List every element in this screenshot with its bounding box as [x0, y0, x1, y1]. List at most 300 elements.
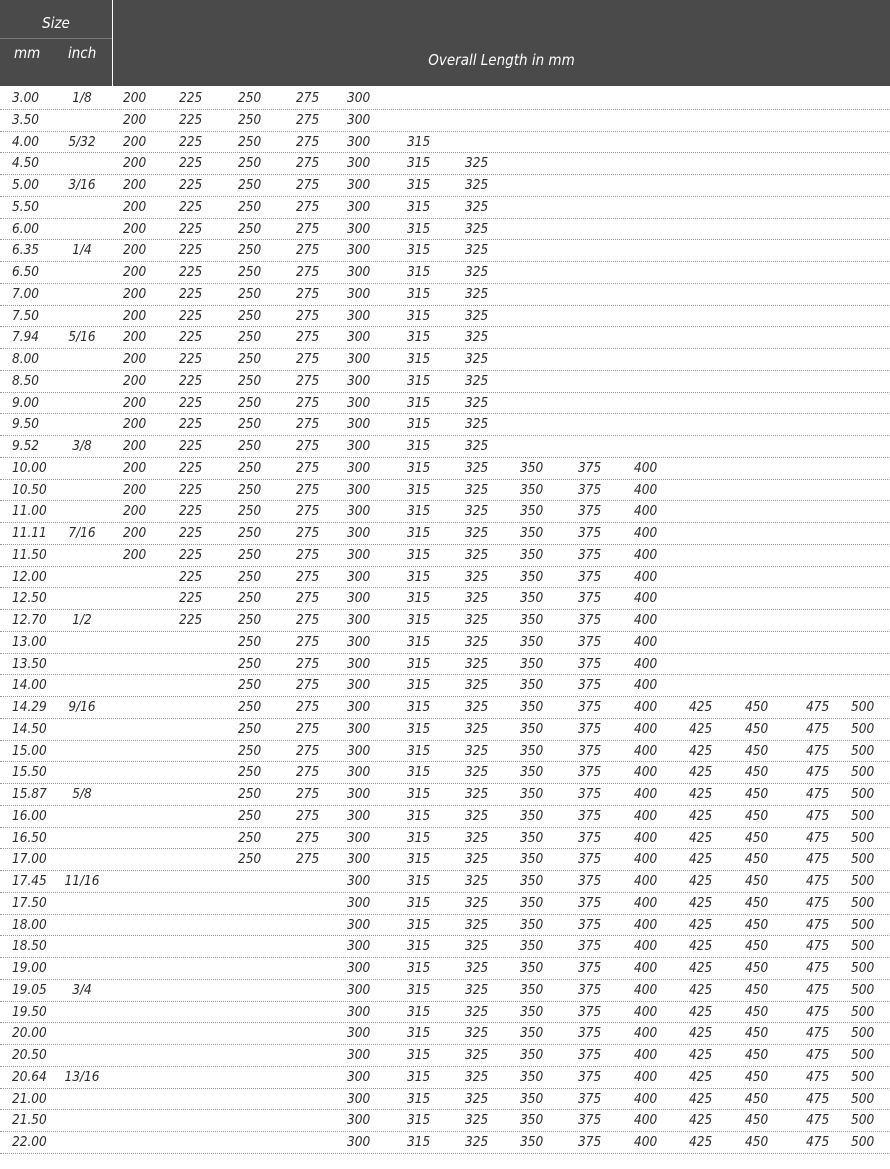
length-cell: 450	[745, 938, 769, 955]
length-cell: 375	[578, 894, 602, 911]
length-cell: 300	[347, 1047, 371, 1063]
size-mm-cell: 14.29	[12, 699, 47, 715]
length-cell: 225	[179, 220, 203, 237]
length-cell: 300	[347, 1112, 371, 1129]
length-cell: 375	[578, 742, 602, 759]
length-cell: 350	[520, 503, 544, 520]
length-cell: 300	[347, 851, 371, 868]
length-cell: 300	[347, 938, 371, 955]
length-cell: 450	[745, 1047, 769, 1063]
length-cell: 475	[806, 699, 830, 715]
length-cell: 400	[634, 1068, 658, 1085]
table-row	[0, 958, 890, 980]
table-row	[0, 719, 890, 741]
length-cell: 300	[347, 198, 371, 215]
size-mm-cell: 5.50	[12, 198, 40, 215]
length-cell: 325	[465, 285, 489, 302]
size-mm-cell: 21.00	[12, 1090, 47, 1107]
length-cell: 300	[347, 177, 371, 193]
length-cell: 425	[689, 742, 713, 759]
length-cell: 300	[347, 1025, 371, 1042]
size-mm-cell: 7.00	[12, 285, 40, 302]
size-length-table	[0, 88, 890, 1154]
length-cell: 300	[347, 438, 371, 454]
length-cell: 500	[851, 829, 875, 846]
overall-length-header	[113, 0, 890, 86]
length-cell: 475	[806, 742, 830, 759]
length-cell: 325	[465, 329, 489, 346]
length-cell: 275	[296, 351, 320, 367]
length-cell: 225	[179, 394, 203, 411]
length-cell: 325	[465, 155, 489, 172]
length-cell: 400	[634, 655, 658, 672]
length-cell: 425	[689, 1090, 713, 1107]
length-cell: 200	[123, 416, 147, 433]
size-inch-cell: 5/16	[68, 329, 96, 346]
length-cell: 275	[296, 851, 320, 868]
length-cell: 500	[851, 1003, 875, 1020]
length-cell: 400	[634, 764, 658, 781]
length-cell: 325	[465, 1068, 489, 1085]
length-cell: 225	[179, 546, 203, 563]
length-cell: 350	[520, 786, 544, 802]
table-row	[0, 240, 890, 262]
length-cell: 450	[745, 1025, 769, 1042]
length-cell: 200	[123, 177, 147, 193]
length-cell: 300	[347, 1003, 371, 1020]
length-cell: 500	[851, 1068, 875, 1085]
length-cell: 225	[179, 155, 203, 172]
length-cell: 375	[578, 1112, 602, 1129]
table-row	[0, 588, 890, 610]
size-mm-cell: 20.50	[12, 1047, 47, 1063]
size-mm-cell: 6.50	[12, 264, 40, 280]
length-cell: 375	[578, 568, 602, 585]
length-cell: 325	[465, 568, 489, 585]
size-mm-cell: 5.00	[12, 177, 40, 193]
length-cell: 325	[465, 764, 489, 781]
length-cell: 500	[851, 938, 875, 955]
length-cell: 250	[238, 525, 262, 541]
size-inch-cell: 9/16	[68, 699, 96, 715]
size-mm-cell: 15.50	[12, 764, 47, 781]
size-mm-cell: 19.05	[12, 981, 47, 998]
length-cell: 275	[296, 807, 320, 824]
length-cell: 250	[238, 481, 262, 498]
length-cell: 325	[465, 351, 489, 367]
length-cell: 375	[578, 459, 602, 476]
table-row	[0, 393, 890, 415]
length-cell: 250	[238, 807, 262, 824]
length-cell: 300	[347, 459, 371, 476]
length-cell: 315	[407, 264, 431, 280]
length-cell: 200	[123, 264, 147, 280]
length-cell: 250	[238, 851, 262, 868]
length-cell: 400	[634, 1090, 658, 1107]
length-cell: 350	[520, 981, 544, 998]
length-cell: 200	[123, 285, 147, 302]
length-cell: 275	[296, 655, 320, 672]
length-cell: 315	[407, 807, 431, 824]
length-cell: 225	[179, 459, 203, 476]
size-mm-cell: 16.00	[12, 807, 47, 824]
size-inch-cell: 7/16	[68, 525, 96, 541]
length-cell: 300	[347, 590, 371, 607]
size-inch-cell: 3/4	[72, 981, 92, 998]
length-cell: 375	[578, 525, 602, 541]
length-cell: 275	[296, 590, 320, 607]
table-row	[0, 784, 890, 806]
length-cell: 315	[407, 329, 431, 346]
table-row	[0, 849, 890, 871]
table-row	[0, 545, 890, 567]
table-row	[0, 1089, 890, 1111]
length-cell: 400	[634, 894, 658, 911]
length-cell: 225	[179, 416, 203, 433]
length-cell: 325	[465, 720, 489, 737]
length-cell: 315	[407, 1112, 431, 1129]
size-inch-cell: 11/16	[64, 873, 100, 889]
length-cell: 475	[806, 1047, 830, 1063]
length-cell: 450	[745, 894, 769, 911]
length-cell: 350	[520, 568, 544, 585]
length-cell: 275	[296, 307, 320, 324]
length-cell: 315	[407, 568, 431, 585]
length-cell: 315	[407, 307, 431, 324]
size-inch-cell: 1/8	[72, 90, 92, 106]
size-inch-cell: 1/4	[72, 242, 92, 259]
length-cell: 200	[123, 438, 147, 454]
size-mm-cell: 12.70	[12, 612, 47, 628]
length-cell: 225	[179, 438, 203, 454]
table-row	[0, 1067, 890, 1089]
length-cell: 300	[347, 329, 371, 346]
length-cell: 350	[520, 633, 544, 650]
length-cell: 200	[123, 90, 147, 106]
size-mm-cell: 3.50	[12, 111, 40, 128]
length-cell: 315	[407, 1134, 431, 1150]
size-mm-cell: 13.50	[12, 655, 47, 672]
length-cell: 300	[347, 416, 371, 433]
length-cell: 450	[745, 742, 769, 759]
inch-column-header: inch	[68, 44, 97, 62]
length-cell: 425	[689, 894, 713, 911]
length-cell: 225	[179, 612, 203, 628]
length-cell: 450	[745, 1090, 769, 1107]
length-cell: 400	[634, 459, 658, 476]
table-row	[0, 1132, 890, 1154]
length-cell: 375	[578, 851, 602, 868]
length-cell: 225	[179, 307, 203, 324]
length-cell: 475	[806, 873, 830, 889]
size-mm-cell: 19.00	[12, 960, 47, 976]
length-cell: 315	[407, 133, 431, 150]
length-cell: 315	[407, 416, 431, 433]
length-cell: 325	[465, 1047, 489, 1063]
length-cell: 350	[520, 1134, 544, 1150]
table-row	[0, 306, 890, 328]
length-cell: 400	[634, 916, 658, 933]
length-cell: 350	[520, 699, 544, 715]
length-cell: 325	[465, 1003, 489, 1020]
length-cell: 225	[179, 90, 203, 106]
length-cell: 325	[465, 677, 489, 694]
length-cell: 325	[465, 438, 489, 454]
size-mm-cell: 9.00	[12, 394, 40, 411]
length-cell: 275	[296, 829, 320, 846]
length-cell: 275	[296, 155, 320, 172]
length-cell: 325	[465, 503, 489, 520]
length-cell: 400	[634, 1134, 658, 1150]
size-mm-cell: 6.35	[12, 242, 40, 259]
length-cell: 315	[407, 981, 431, 998]
length-cell: 315	[407, 155, 431, 172]
table-row	[0, 1045, 890, 1067]
length-cell: 375	[578, 873, 602, 889]
length-cell: 375	[578, 1068, 602, 1085]
length-cell: 275	[296, 699, 320, 715]
length-cell: 315	[407, 1047, 431, 1063]
length-cell: 475	[806, 1112, 830, 1129]
length-cell: 325	[465, 873, 489, 889]
size-mm-cell: 10.00	[12, 459, 47, 476]
length-cell: 425	[689, 1134, 713, 1150]
length-cell: 250	[238, 416, 262, 433]
table-row	[0, 915, 890, 937]
length-cell: 315	[407, 699, 431, 715]
length-cell: 225	[179, 351, 203, 367]
length-cell: 325	[465, 546, 489, 563]
length-cell: 375	[578, 633, 602, 650]
length-cell: 300	[347, 394, 371, 411]
length-cell: 425	[689, 1003, 713, 1020]
table-row	[0, 414, 890, 436]
length-cell: 425	[689, 873, 713, 889]
length-cell: 325	[465, 242, 489, 259]
length-cell: 300	[347, 742, 371, 759]
length-cell: 250	[238, 590, 262, 607]
length-cell: 425	[689, 916, 713, 933]
table-row	[0, 871, 890, 893]
length-cell: 375	[578, 699, 602, 715]
length-cell: 475	[806, 960, 830, 976]
length-cell: 300	[347, 873, 371, 889]
length-cell: 275	[296, 416, 320, 433]
length-cell: 250	[238, 633, 262, 650]
length-cell: 325	[465, 307, 489, 324]
table-row	[0, 828, 890, 850]
length-cell: 400	[634, 742, 658, 759]
table-row	[0, 806, 890, 828]
length-cell: 375	[578, 720, 602, 737]
length-cell: 325	[465, 372, 489, 389]
length-cell: 400	[634, 503, 658, 520]
length-cell: 315	[407, 481, 431, 498]
length-cell: 200	[123, 198, 147, 215]
length-cell: 350	[520, 1068, 544, 1085]
length-cell: 450	[745, 873, 769, 889]
length-cell: 315	[407, 1003, 431, 1020]
size-mm-cell: 3.00	[12, 90, 40, 106]
length-cell: 375	[578, 1134, 602, 1150]
length-cell: 500	[851, 960, 875, 976]
length-cell: 350	[520, 525, 544, 541]
length-cell: 500	[851, 764, 875, 781]
length-cell: 500	[851, 981, 875, 998]
length-cell: 375	[578, 1025, 602, 1042]
length-cell: 400	[634, 720, 658, 737]
length-cell: 500	[851, 1090, 875, 1107]
length-cell: 375	[578, 655, 602, 672]
length-cell: 400	[634, 590, 658, 607]
length-cell: 350	[520, 1003, 544, 1020]
length-cell: 500	[851, 894, 875, 911]
length-cell: 425	[689, 981, 713, 998]
table-row	[0, 458, 890, 480]
table-row	[0, 697, 890, 719]
length-cell: 475	[806, 829, 830, 846]
length-cell: 300	[347, 633, 371, 650]
length-cell: 275	[296, 633, 320, 650]
table-row	[0, 110, 890, 132]
length-cell: 475	[806, 1134, 830, 1150]
header-divider	[0, 38, 112, 39]
length-cell: 425	[689, 1112, 713, 1129]
length-cell: 315	[407, 1090, 431, 1107]
length-cell: 425	[689, 786, 713, 802]
length-cell: 300	[347, 155, 371, 172]
length-cell: 475	[806, 981, 830, 998]
length-cell: 275	[296, 177, 320, 193]
length-cell: 300	[347, 503, 371, 520]
length-cell: 315	[407, 829, 431, 846]
length-cell: 325	[465, 220, 489, 237]
table-row	[0, 480, 890, 502]
length-cell: 400	[634, 677, 658, 694]
table-row	[0, 175, 890, 197]
length-cell: 250	[238, 90, 262, 106]
length-cell: 225	[179, 242, 203, 259]
length-cell: 315	[407, 285, 431, 302]
length-cell: 325	[465, 851, 489, 868]
size-mm-cell: 21.50	[12, 1112, 47, 1129]
length-cell: 500	[851, 1047, 875, 1063]
length-cell: 325	[465, 1090, 489, 1107]
length-cell: 325	[465, 612, 489, 628]
length-cell: 250	[238, 242, 262, 259]
length-cell: 375	[578, 612, 602, 628]
length-cell: 315	[407, 764, 431, 781]
table-row	[0, 741, 890, 763]
length-cell: 325	[465, 699, 489, 715]
length-cell: 300	[347, 894, 371, 911]
length-cell: 375	[578, 503, 602, 520]
length-cell: 225	[179, 285, 203, 302]
length-cell: 400	[634, 1025, 658, 1042]
length-cell: 250	[238, 786, 262, 802]
length-cell: 325	[465, 177, 489, 193]
size-inch-cell: 13/16	[64, 1068, 100, 1085]
table-row	[0, 1002, 890, 1024]
length-cell: 500	[851, 873, 875, 889]
length-cell: 350	[520, 894, 544, 911]
length-cell: 315	[407, 198, 431, 215]
length-cell: 300	[347, 807, 371, 824]
size-mm-cell: 11.50	[12, 546, 47, 563]
table-row	[0, 632, 890, 654]
length-cell: 250	[238, 177, 262, 193]
length-cell: 350	[520, 546, 544, 563]
length-cell: 400	[634, 960, 658, 976]
table-row	[0, 88, 890, 110]
length-cell: 325	[465, 264, 489, 280]
length-cell: 400	[634, 612, 658, 628]
length-cell: 300	[347, 242, 371, 259]
length-cell: 300	[347, 1134, 371, 1150]
length-cell: 275	[296, 742, 320, 759]
length-cell: 300	[347, 220, 371, 237]
table-row	[0, 262, 890, 284]
length-cell: 225	[179, 177, 203, 193]
table-row	[0, 197, 890, 219]
length-cell: 250	[238, 546, 262, 563]
length-cell: 275	[296, 481, 320, 498]
length-cell: 325	[465, 786, 489, 802]
length-cell: 475	[806, 764, 830, 781]
length-cell: 475	[806, 720, 830, 737]
length-cell: 275	[296, 198, 320, 215]
length-cell: 225	[179, 481, 203, 498]
length-cell: 300	[347, 481, 371, 498]
size-mm-cell: 19.50	[12, 1003, 47, 1020]
length-cell: 275	[296, 786, 320, 802]
length-cell: 225	[179, 111, 203, 128]
length-cell: 450	[745, 699, 769, 715]
size-mm-cell: 13.00	[12, 633, 47, 650]
length-cell: 325	[465, 459, 489, 476]
length-cell: 315	[407, 438, 431, 454]
length-cell: 400	[634, 1047, 658, 1063]
length-cell: 225	[179, 503, 203, 520]
length-cell: 400	[634, 1003, 658, 1020]
table-row	[0, 567, 890, 589]
table-row	[0, 371, 890, 393]
length-cell: 315	[407, 633, 431, 650]
length-cell: 325	[465, 807, 489, 824]
size-mm-cell: 12.50	[12, 590, 47, 607]
length-cell: 250	[238, 742, 262, 759]
length-cell: 315	[407, 459, 431, 476]
length-cell: 375	[578, 960, 602, 976]
length-cell: 425	[689, 764, 713, 781]
length-cell: 375	[578, 916, 602, 933]
length-cell: 200	[123, 307, 147, 324]
length-cell: 350	[520, 742, 544, 759]
length-cell: 275	[296, 546, 320, 563]
length-cell: 275	[296, 220, 320, 237]
length-cell: 350	[520, 851, 544, 868]
length-cell: 350	[520, 720, 544, 737]
length-cell: 350	[520, 590, 544, 607]
length-cell: 250	[238, 568, 262, 585]
length-cell: 300	[347, 568, 371, 585]
length-cell: 225	[179, 568, 203, 585]
length-cell: 350	[520, 655, 544, 672]
length-cell: 400	[634, 633, 658, 650]
length-cell: 250	[238, 699, 262, 715]
length-cell: 300	[347, 307, 371, 324]
size-mm-cell: 16.50	[12, 829, 47, 846]
